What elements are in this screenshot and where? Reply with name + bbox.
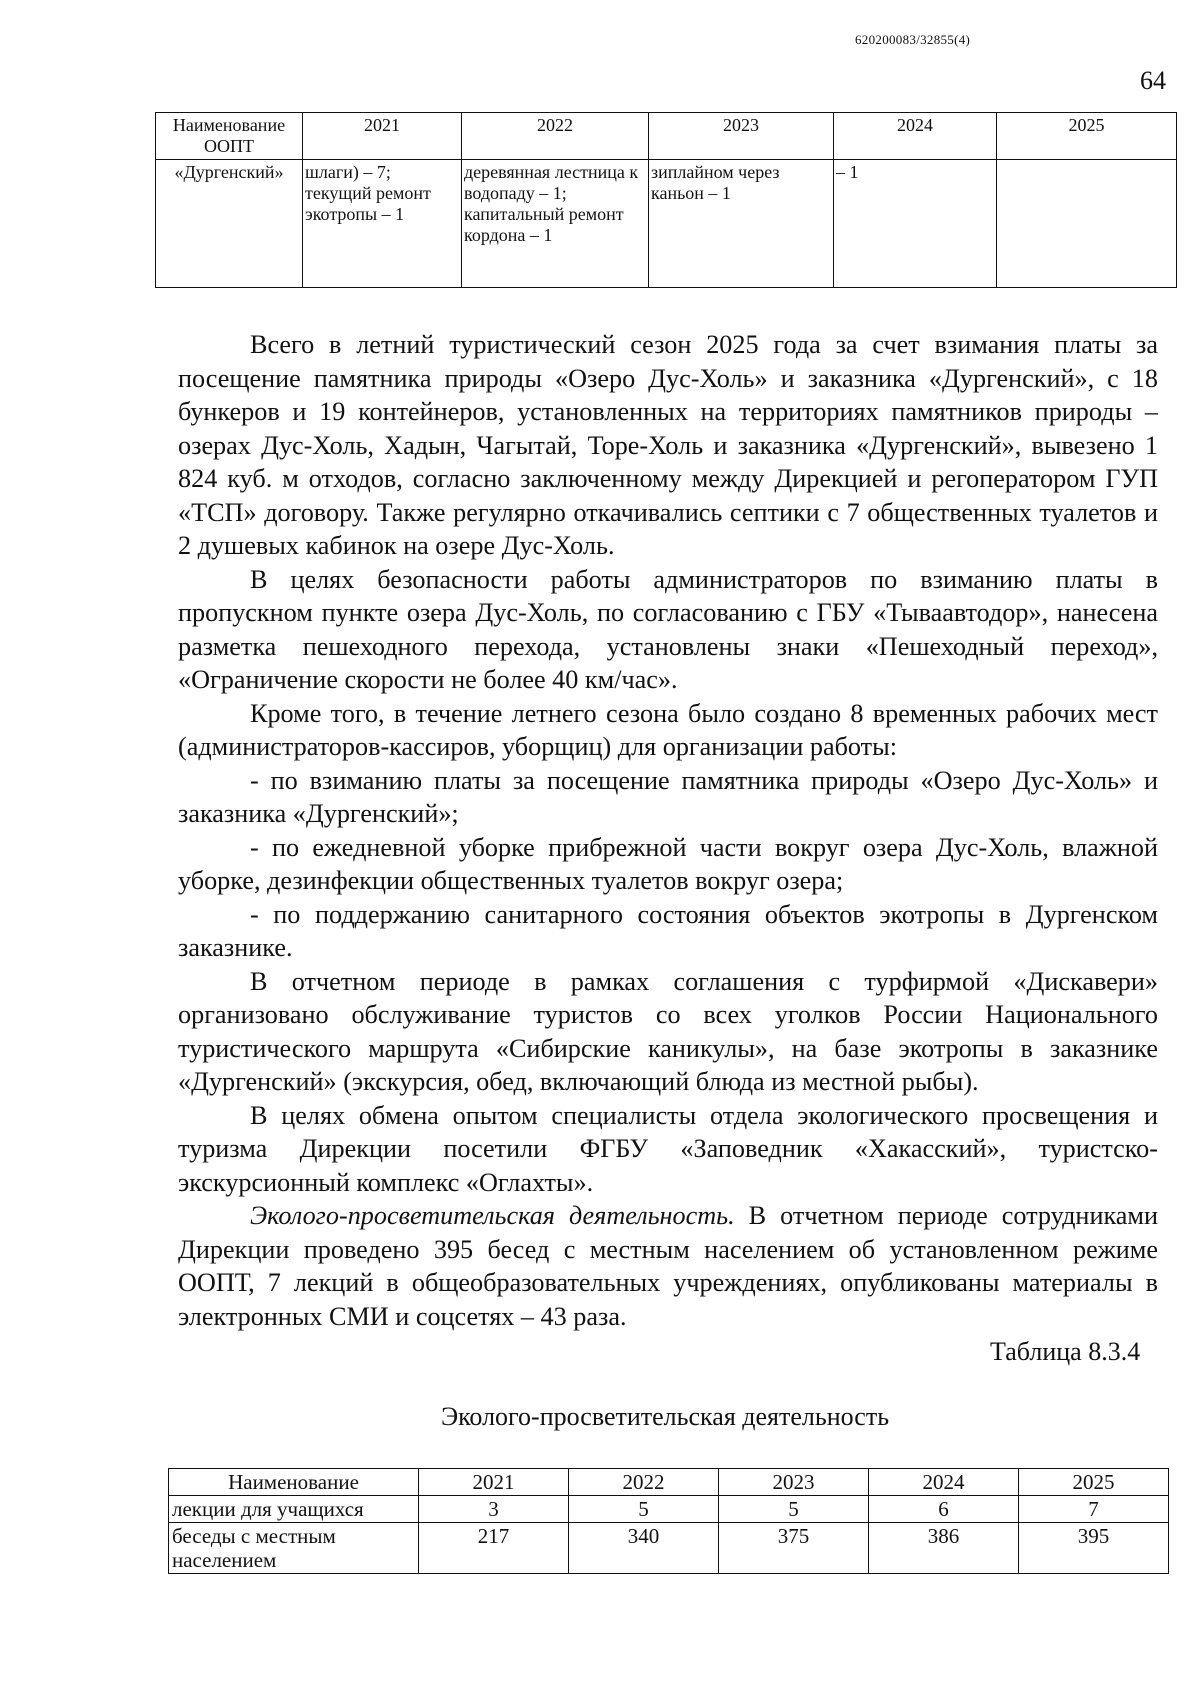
header-cell: 2021: [419, 1469, 569, 1496]
body-text: [178, 328, 1158, 1333]
table-row: [169, 1496, 1169, 1523]
table-row: [169, 1523, 1169, 1574]
table-row: [156, 160, 1177, 288]
paragraph: Всего в летний туристический сезон 2025 года за счет взимания платы за посещение памятника природы «Озеро Дус-Холь» и заказника «Дургенский», с 18 бункеров и 19 контейнеров, установленных на территориях памятников природы – озерах Дус-Холь, Хадын, Чагытай, Торе-Холь и заказника «Дургенский», вывезено 1 824 куб. м отходов, согласно заключенному между Дирекцией и регоператором ГУП «ТСП» договору. Также регулярно откачивались септики с 7 общественных туалетов и 2 душевых кабинок на озере Дус-Холь.: [178, 330, 1158, 560]
table-cell: 5: [719, 1496, 869, 1523]
paragraph: В целях безопасности работы администраторов по взиманию платы в пропускном пункте озера Дус-Холь, по согласованию с ГБУ «Тываавтодор», нанесена разметка пешеходного перехода, установлены знаки «Пешеходный переход», «Ограничение скорости не более 40 км/час».: [178, 564, 1158, 694]
header-cell: Наименование: [169, 1469, 419, 1496]
section-lead-italic: Эколого-просветительская деятельность.: [250, 1201, 735, 1230]
header-cell: 2024: [834, 113, 997, 160]
list-item: - по взиманию платы за посещение памятника природы «Озеро Дус-Холь» и заказника «Дургенский»;: [178, 765, 1158, 828]
table-cell: 375: [719, 1523, 869, 1574]
table-cell: «Дургенский»: [156, 160, 303, 288]
table-header-row: [156, 113, 1177, 160]
page-number: 64: [1140, 66, 1166, 95]
header-cell: 2025: [1019, 1469, 1169, 1496]
table-cell: 3: [419, 1496, 569, 1523]
table-cell: 5: [569, 1496, 719, 1523]
table-cell: 340: [569, 1523, 719, 1574]
table-cell: 6: [869, 1496, 1019, 1523]
paragraph: В целях обмена опытом специалисты отдела экологического просвещения и туризма Дирекции посетили ФГБУ «Заповедник «Хакасский», туристско-экскурсионный комплекс «Оглахты».: [178, 1100, 1158, 1197]
header-cell: Наименование ООПТ: [156, 113, 303, 160]
paragraph-text: В отчетном периоде сотрудниками Дирекции проведено 395 бесед с местным населением об установленном режиме ООПТ, 7 лекций в общеобразовательных учреждениях, опубликованы материалы в электронных СМИ и соцсетях – 43 раза.: [178, 1201, 1158, 1331]
table-cell: 217: [419, 1523, 569, 1574]
header-cell: 2024: [869, 1469, 1019, 1496]
list-item: - по поддержанию санитарного состояния объектов экотропы в Дургенском заказнике.: [178, 899, 1158, 962]
table-cell: шлаги) – 7; текущий ремонт экотропы – 1: [303, 160, 462, 288]
header-cell: 2023: [649, 113, 834, 160]
table-cell: 395: [1019, 1523, 1169, 1574]
paragraph: В отчетном периоде в рамках соглашения с турфирмой «Дискавери» организовано обслуживание туристов со всех уголков России Национального туристического маршрута «Сибирские каникулы», на базе экотропы в заказнике «Дургенский» (экскурсия, обед, включающий блюда из местной рыбы).: [178, 966, 1158, 1096]
document-number: 620200083/32855(4): [855, 32, 971, 47]
table-cell: 7: [1019, 1496, 1169, 1523]
header-cell: 2023: [719, 1469, 869, 1496]
table-label: Таблица 8.3.4: [990, 1337, 1141, 1366]
table-header-row: [169, 1469, 1169, 1496]
header-cell: 2021: [303, 113, 462, 160]
table-cell: зиплайном через каньон – 1: [649, 160, 834, 288]
table-cell: беседы с местным населением: [169, 1523, 419, 1574]
educational-activity-table: [168, 1468, 1169, 1574]
table-cell: деревянная лестница к водопаду – 1; капитальный ремонт кордона – 1: [462, 160, 649, 288]
paragraph: [178, 1199, 1158, 1333]
table-cell: 386: [869, 1523, 1019, 1574]
header-cell: 2022: [462, 113, 649, 160]
table-cell: лекции для учащихся: [169, 1496, 419, 1523]
header-cell: 2022: [569, 1469, 719, 1496]
table-cell: – 1: [834, 160, 997, 288]
list-item: - по ежедневной уборке прибрежной части вокруг озера Дус-Холь, влажной уборке, дезинфекции общественных туалетов вокруг озера;: [178, 832, 1158, 895]
table-title: Эколого-просветительская деятельность: [440, 1402, 890, 1431]
header-cell: 2025: [997, 113, 1177, 160]
table-cell: [997, 160, 1177, 288]
protected-areas-works-table: [155, 112, 1177, 288]
paragraph: Кроме того, в течение летнего сезона было создано 8 временных рабочих мест (администраторов-кассиров, уборщиц) для организации работы:: [178, 698, 1158, 761]
